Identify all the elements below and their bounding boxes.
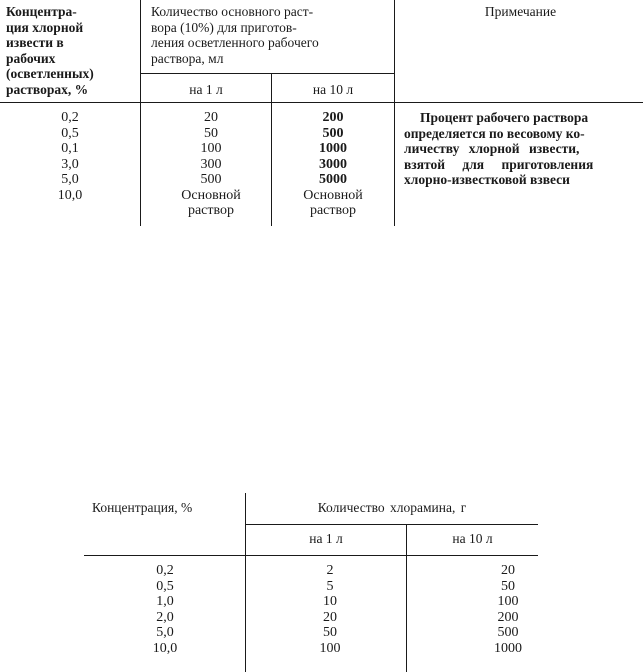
table2-cell: 20 [323, 609, 337, 625]
table1-cell: Основной [303, 187, 363, 203]
header-line: ция хлорной [6, 19, 84, 35]
table1-cell: 5,0 [61, 172, 79, 187]
table2-col-concentration [130, 563, 200, 656]
table2-cell: 1,0 [156, 594, 174, 609]
table1-cell: раствор [309, 203, 357, 218]
note-line: личеству хлорной извести, [404, 141, 580, 156]
note-line: Процент рабочего раствора [420, 110, 589, 125]
table1-cell: 20 [204, 110, 218, 125]
table1-cell: 200 [322, 110, 344, 125]
table2-cell: 100 [319, 640, 341, 656]
table1-hline-sub [140, 73, 395, 74]
table1-header-note: Примечание [484, 4, 557, 19]
header-line: вора (10%) для приготов- [151, 19, 297, 35]
header-line: рабочих [6, 50, 56, 66]
table2-cell: 500 [497, 625, 519, 640]
table2-cell: 0,5 [156, 578, 174, 594]
table1-cell: 0,5 [61, 125, 79, 141]
header-line: раствора, мл [151, 50, 224, 66]
table2-cell: 200 [497, 609, 519, 625]
note-line: взятой для приготовления [404, 156, 594, 172]
note-line: определяется по весовому ко- [404, 125, 585, 141]
table1-header-concentration [6, 4, 136, 97]
table2-cell: 1000 [494, 640, 522, 656]
table2-cell: 100 [497, 594, 519, 609]
table2-cell: 10 [323, 594, 337, 609]
table1-cell: 100 [200, 141, 222, 156]
table1-subheader-10l: на 10 л [312, 82, 354, 97]
table1-col-1l [166, 110, 256, 219]
table1-col-10l [283, 110, 383, 219]
table2-cell: 50 [323, 625, 337, 640]
header-line: ления осветленного рабочего [151, 35, 319, 50]
table2-cell: 50 [501, 578, 515, 594]
table2-subheader-1l: на 1 л [309, 531, 343, 546]
table1-vline-2 [271, 73, 272, 226]
table1-subheader-1l: на 1 л [189, 82, 223, 97]
table1-cell: Основной [181, 187, 241, 203]
table1-cell: 50 [204, 125, 218, 141]
table2-col-10l [468, 563, 548, 656]
table1-vline-1 [140, 0, 141, 226]
table1-header-stock-amount [151, 4, 391, 66]
table2-cell: 2 [326, 563, 334, 578]
table2-cell: 0,2 [156, 563, 174, 578]
table1-cell: 0,2 [61, 110, 79, 125]
table2-cell: 2,0 [156, 609, 174, 625]
table2-cell: 5,0 [156, 625, 174, 640]
note-line: хлорно-известковой взвеси [404, 172, 570, 187]
table1-cell: 10,0 [57, 187, 83, 203]
header-line: растворах, % [6, 81, 89, 97]
table1-cell: 500 [322, 125, 344, 141]
table1-cell: 1000 [319, 141, 347, 156]
table1-hline-header [0, 102, 643, 103]
table2-hline-header [84, 555, 538, 556]
header-line: Концентра- [6, 4, 77, 19]
table1-cell: 300 [200, 156, 222, 172]
table1-cell: 0,1 [61, 141, 79, 156]
header-line: Количество основного раст- [151, 4, 314, 19]
header-line: извести в [6, 35, 64, 50]
table2-cell: 10,0 [152, 640, 178, 656]
table1-cell: 5000 [319, 172, 347, 187]
table2-cell: 20 [501, 563, 515, 578]
table1-col-concentration [40, 110, 100, 203]
table2-col-1l [290, 563, 370, 656]
table2-vline-2 [406, 524, 407, 672]
table1-cell: 3,0 [61, 156, 79, 172]
table2-hline-sub [245, 524, 538, 525]
table2-cell: 5 [326, 578, 334, 594]
table2-subheader-10l: на 10 л [452, 531, 493, 546]
table2-vline-1 [245, 493, 246, 672]
header-line: (осветленных) [6, 66, 94, 81]
table1-cell: раствор [187, 203, 235, 218]
table1-note-text [404, 110, 636, 188]
table1-cell: 3000 [319, 156, 347, 172]
table1-vline-3 [394, 0, 395, 226]
table2-header-chloramine: Количество хлорамина, г [317, 500, 467, 515]
table2-header-concentration: Концентрация, % [92, 500, 193, 515]
table1-cell: 500 [200, 172, 222, 187]
